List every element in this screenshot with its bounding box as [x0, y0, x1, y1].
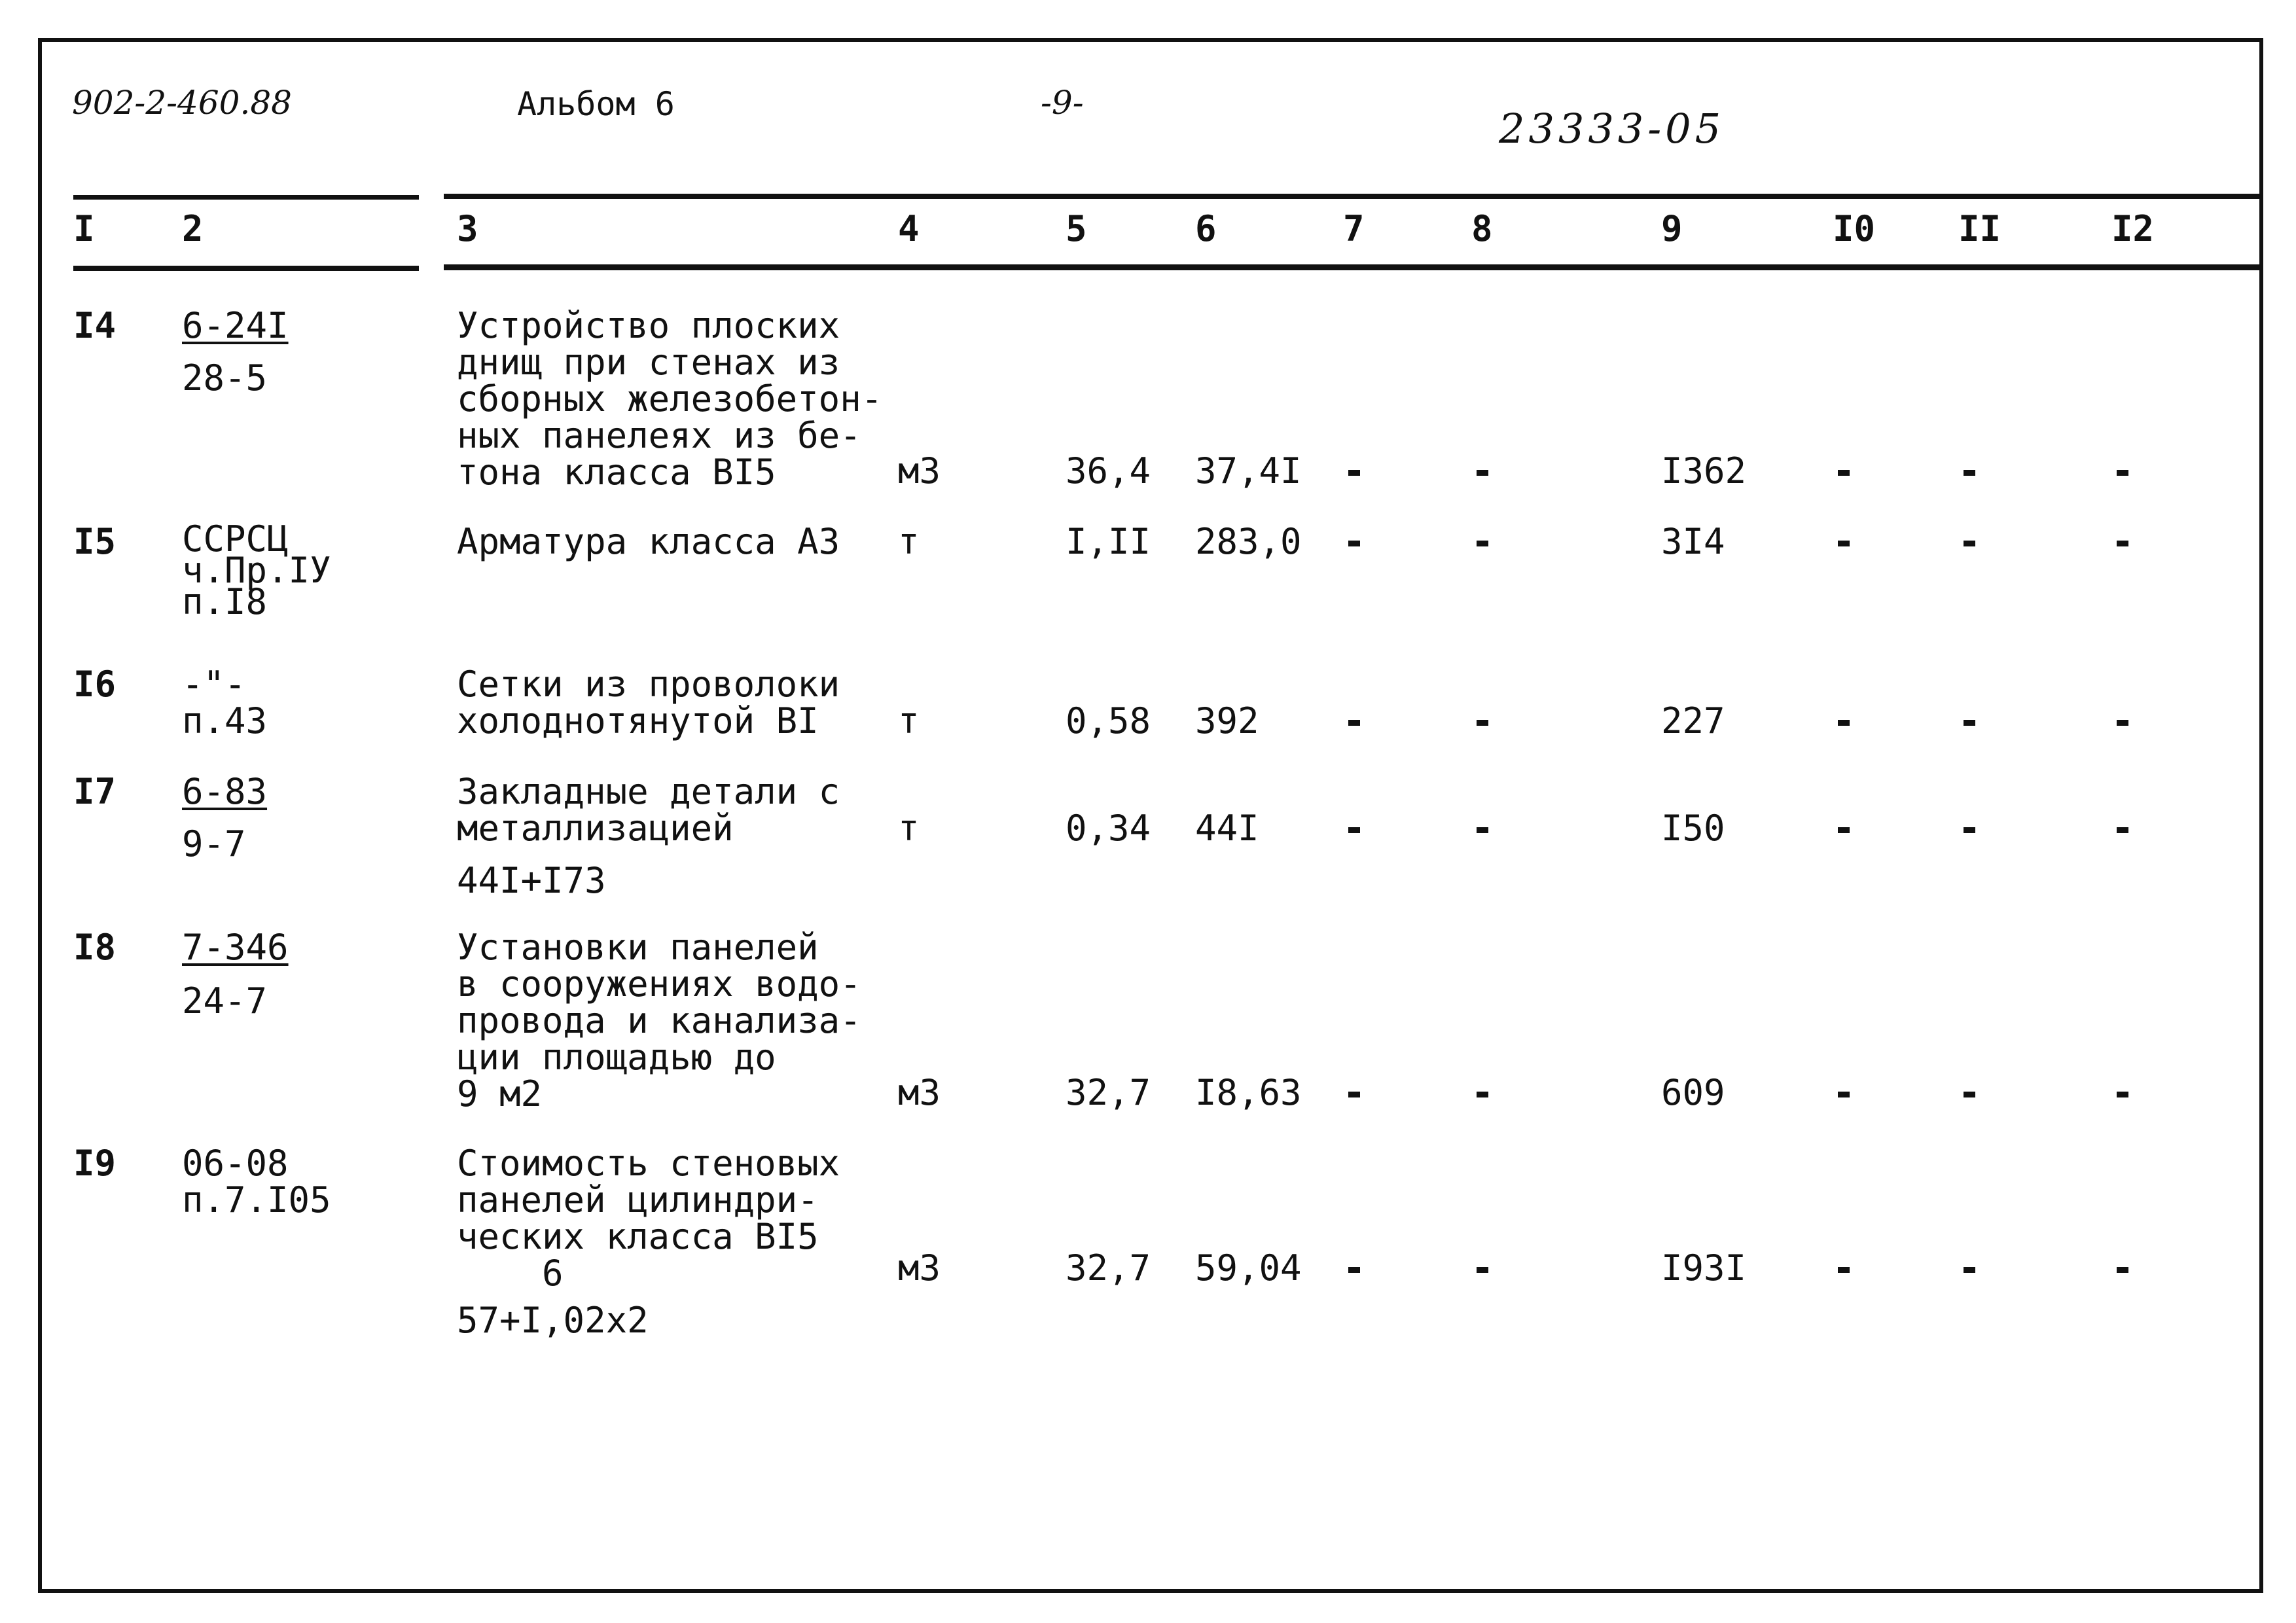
header-rule-top-left	[73, 195, 419, 200]
total-cost: 227	[1661, 700, 1725, 741]
dash-c8	[1477, 1092, 1488, 1097]
unit: м3	[898, 1247, 941, 1289]
calc-note: 57+I,02x2	[457, 1300, 649, 1341]
total-cost: I50	[1661, 808, 1725, 849]
dash-c11	[1964, 720, 1975, 726]
unit-price: I8,63	[1195, 1072, 1302, 1113]
row-number: I4	[73, 305, 117, 346]
unit: м3	[898, 450, 941, 491]
work-description: Устройство плоских днищ при стенах из сборных железобетон- ных панелеях из бе- тона класса BI5	[457, 305, 883, 493]
dash-c12	[2117, 470, 2128, 476]
quantity: 0,34	[1066, 808, 1151, 849]
col-header-4: 4	[898, 208, 920, 249]
dash-c8	[1477, 720, 1488, 726]
col-header-5: 5	[1066, 208, 1087, 249]
dash-c12	[2117, 827, 2128, 833]
norm-code: 6-24I	[182, 305, 289, 346]
unit-price: 283,0	[1195, 521, 1302, 562]
col-header-9: 9	[1661, 208, 1683, 249]
header-rule-top-right	[444, 194, 2259, 199]
norm-code-sub: 24-7	[182, 980, 268, 1022]
col-header-1: I	[73, 208, 95, 249]
total-cost: 3I4	[1661, 521, 1725, 562]
unit-price: 392	[1195, 700, 1259, 741]
dash-c10	[1838, 1092, 1850, 1097]
quantity: I,II	[1066, 521, 1151, 562]
dash-c7	[1348, 1092, 1360, 1097]
unit-price: 44I	[1195, 808, 1259, 849]
row-number: I8	[73, 927, 117, 968]
dash-c11	[1964, 541, 1975, 546]
unit: т	[898, 521, 920, 562]
work-description: Стоимость стеновых панелей цилиндри- ческих класса BI5 6	[457, 1143, 840, 1294]
dash-c10	[1838, 541, 1850, 546]
work-description: Закладные детали с металлизацией	[457, 771, 840, 849]
total-cost: I93I	[1661, 1247, 1747, 1289]
dash-c7	[1348, 720, 1360, 726]
dash-c7	[1348, 1267, 1360, 1273]
col-header-3: 3	[457, 208, 478, 249]
dash-c7	[1348, 470, 1360, 476]
col-header-6: 6	[1195, 208, 1217, 249]
dash-c11	[1964, 1092, 1975, 1097]
row-number: I5	[73, 521, 117, 562]
quantity: 0,58	[1066, 700, 1151, 741]
dash-c10	[1838, 720, 1850, 726]
dash-c8	[1477, 827, 1488, 833]
dash-c10	[1838, 470, 1850, 476]
row-number: I6	[73, 664, 117, 705]
row-number: I9	[73, 1143, 117, 1184]
header-rule-bottom-left	[73, 266, 419, 271]
col-header-2: 2	[182, 208, 204, 249]
dash-c10	[1838, 1267, 1850, 1273]
norm-code: 6-83	[182, 771, 268, 812]
dash-c12	[2117, 1092, 2128, 1097]
unit-price: 37,4I	[1195, 450, 1302, 491]
dash-c11	[1964, 470, 1975, 476]
dash-c12	[2117, 720, 2128, 726]
col-header-7: 7	[1343, 208, 1365, 249]
dash-c12	[2117, 1267, 2128, 1273]
norm-code-sub: 28-5	[182, 357, 268, 399]
doc-code: 902-2-460.88	[72, 84, 292, 122]
dash-c7	[1348, 541, 1360, 546]
work-description: Арматура класса А3	[457, 521, 840, 562]
unit-price: 59,04	[1195, 1247, 1302, 1289]
row-number: I7	[73, 771, 117, 812]
dash-c8	[1477, 1267, 1488, 1273]
col-header-10: I0	[1833, 208, 1876, 249]
norm-code: 7-346	[182, 927, 289, 968]
dash-c7	[1348, 827, 1360, 833]
norm-code: ССРСЦ ч.Пр.IУ п.I8	[182, 518, 331, 622]
work-description: Установки панелей в сооружениях водо- провода и канализа- ции площадью до 9 м2	[457, 927, 861, 1115]
total-cost: I362	[1661, 450, 1747, 491]
norm-code-sub: 9-7	[182, 823, 246, 865]
unit: м3	[898, 1072, 941, 1113]
work-description: Сетки из проволоки холоднотянутой BI	[457, 664, 840, 741]
col-header-11: II	[1958, 208, 2001, 249]
norm-code: -"- п.43	[182, 664, 268, 741]
col-header-8: 8	[1471, 208, 1493, 249]
col-header-12: I2	[2111, 208, 2155, 249]
stamp-number: 23333-05	[1499, 105, 1725, 152]
header-rule-bottom-right	[444, 264, 2259, 270]
calc-note: 44I+I73	[457, 860, 606, 901]
quantity: 32,7	[1066, 1072, 1151, 1113]
dash-c8	[1477, 470, 1488, 476]
norm-code: 06-08 п.7.I05	[182, 1143, 331, 1221]
album-label: Альбом 6	[517, 85, 675, 123]
dash-c8	[1477, 541, 1488, 546]
dash-c12	[2117, 541, 2128, 546]
total-cost: 609	[1661, 1072, 1725, 1113]
quantity: 32,7	[1066, 1247, 1151, 1289]
quantity: 36,4	[1066, 450, 1151, 491]
unit: т	[898, 700, 920, 741]
page-mark: -9-	[1041, 84, 1084, 122]
dash-c11	[1964, 1267, 1975, 1273]
dash-c10	[1838, 827, 1850, 833]
unit: т	[898, 808, 920, 849]
dash-c11	[1964, 827, 1975, 833]
